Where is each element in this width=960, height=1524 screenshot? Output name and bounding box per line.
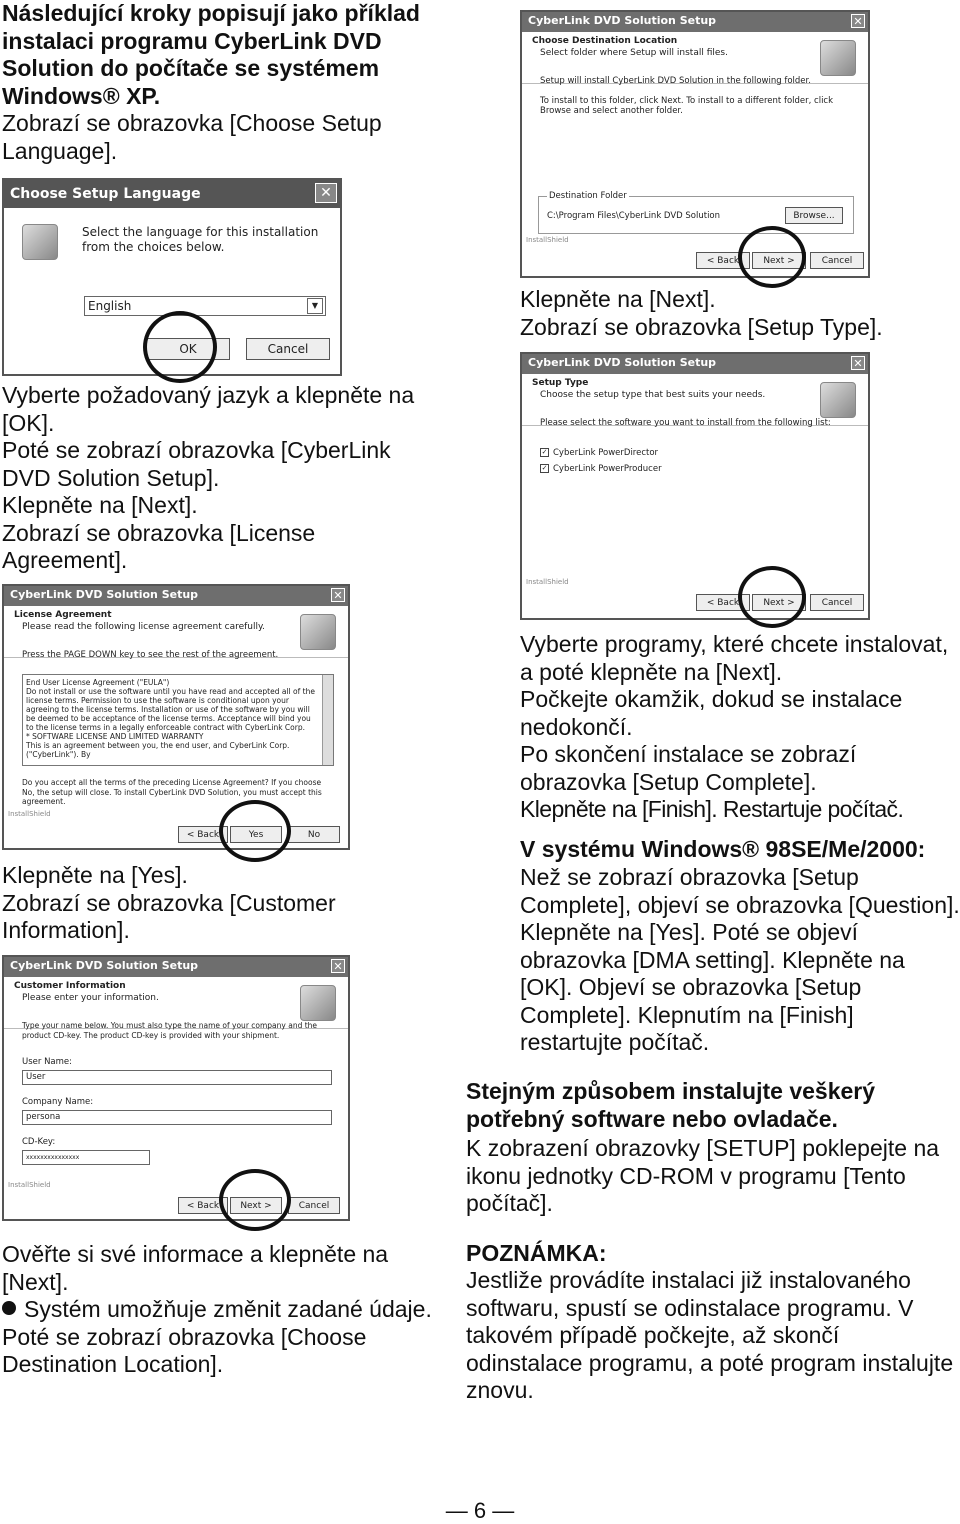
win98-body: Než se zobrazí obrazovka [Setup Complete], objeví se obrazovka [Question]. Klepněte na [Yes]. Poté se objeví obrazovka [DMA setting]. Klepněte na [OK]. Objeví se obrazovka [Setup Complete]. Klepnutím na [Finish] restartujte počítač. — [520, 864, 960, 1055]
scrollbar[interactable] — [322, 675, 333, 765]
intro-text: Zobrazí se obrazovka [Choose Setup Language]. — [2, 110, 382, 164]
install-all-bold: Stejným způsobem instalujte veškerý potřebný software nebo ovladače. — [466, 1078, 876, 1132]
dialog-title: Choose Setup Language ✕ — [4, 180, 340, 208]
step-language-3: Klepněte na [Next]. — [2, 492, 198, 518]
page-number: — 6 — — [445, 1498, 515, 1523]
checkbox-checked-icon[interactable]: ✓ — [541, 448, 548, 456]
dialog-title: CyberLink DVD Solution Setup ✕ — [4, 586, 348, 606]
intro-bold: Následující kroky popisují jako příklad instalaci programu CyberLink DVD Solution do počítače se systémem Windows® XP. — [2, 0, 420, 109]
installshield-label: InstallShield — [526, 578, 569, 586]
step-language-1: Vyberte požadovaný jazyk a klepněte na [OK]. — [2, 382, 415, 436]
dialog-header: Choose Destination Location Select folder where Setup will install files. — [522, 32, 868, 84]
page-down-hint: Press the PAGE DOWN key to see the rest of the agreement. — [22, 650, 279, 660]
option-powerproducer[interactable]: ✓ CyberLink PowerProducer — [541, 464, 662, 474]
highlight-circle-ok — [143, 311, 217, 383]
back-button[interactable]: < Back — [178, 826, 228, 843]
option-powerdirector[interactable]: ✓ CyberLink PowerDirector — [541, 448, 659, 458]
setup-icon — [22, 224, 58, 260]
company-name-label: Company Name: — [22, 1097, 94, 1107]
back-button[interactable]: < Back — [178, 1197, 228, 1214]
destination-folder-path: C:\Program Files\CyberLink DVD Solution — [547, 211, 721, 221]
destination-line1: Setup will install CyberLink DVD Solution in the following folder. — [540, 76, 811, 86]
highlight-circle-next — [219, 1169, 291, 1231]
license-agreement-dialog — [2, 584, 350, 850]
yes-button[interactable]: Yes — [230, 826, 282, 843]
step-language-4: Zobrazí se obrazovka [License Agreement]. — [2, 519, 316, 573]
highlight-circle-next — [738, 226, 806, 288]
setup-type-intro: Please select the software you want to install from the following list: — [540, 418, 831, 428]
license-text-box[interactable]: End User License Agreement ("EULA") Do not install or use the software until you have read and accepted all of the license terms. Permission to use the software is conditional upon your agreeing to the license terms. Installation or use of the software by you will be deemed to be acceptance of the license terms. Acceptance will bind you to the license terms in a legally enforceable contract with CyberLink Corp. * SOFTWARE LICENSE AND LIMITED WARRANTY This is an agreement between you, the end user, and CyberLink Corp. ("CyberLink"). By — [22, 674, 334, 766]
browse-button[interactable]: Browse... — [785, 207, 843, 224]
user-name-field[interactable]: User — [22, 1070, 332, 1085]
cancel-button[interactable]: Cancel — [810, 594, 864, 611]
destination-location-dialog — [520, 10, 870, 278]
step-language-2: Poté se zobrazí obrazovka [CyberLink DVD Solution Setup]. — [2, 437, 391, 491]
close-icon[interactable]: ✕ — [331, 959, 345, 973]
dialog-title: CyberLink DVD Solution Setup ✕ — [4, 957, 348, 977]
next-button[interactable]: Next > — [230, 1197, 282, 1214]
step-type-4: Klepněte na [Finish]. Restartuje počítač. — [520, 796, 904, 822]
step-destination-1: Klepněte na [Next]. — [520, 286, 716, 312]
ok-button[interactable]: OK — [146, 338, 230, 360]
cd-key-label: CD-Key: — [22, 1137, 56, 1147]
step-customer-1: Ověřte si své informace a klepněte na [Next]. — [2, 1241, 389, 1295]
cancel-button[interactable]: Cancel — [288, 1197, 340, 1214]
user-name-label: User Name: — [22, 1057, 73, 1067]
step-type-2: Počkejte okamžik, dokud se instalace nedokončí. — [520, 686, 903, 740]
customer-intro: Type your name below. You must also type the name of your company and the product CD-key. The product CD-key is provided with your shipment. — [22, 1021, 318, 1040]
customer-information-dialog — [2, 955, 350, 1221]
close-icon[interactable]: ✕ — [851, 356, 865, 370]
setup-icon — [820, 382, 856, 418]
step-license-1: Klepněte na [Yes]. — [2, 862, 188, 888]
installshield-label: InstallShield — [526, 236, 569, 244]
no-button[interactable]: No — [288, 826, 340, 843]
win98-heading: V systému Windows® 98SE/Me/2000: — [520, 836, 926, 862]
bullet-icon — [2, 1301, 16, 1315]
close-icon[interactable]: ✕ — [851, 14, 865, 28]
destination-line2: To install to this folder, click Next. To install to a different folder, click Browse and select another folder. — [540, 96, 834, 116]
cancel-button[interactable]: Cancel — [810, 252, 864, 269]
next-button[interactable]: Next > — [752, 252, 806, 269]
dialog-header: Customer Information Please enter your information. — [4, 977, 348, 1029]
step-customer-bullet: Systém umožňuje změnit zadané údaje. — [2, 1296, 442, 1324]
next-button[interactable]: Next > — [752, 594, 806, 611]
installshield-label: InstallShield — [8, 1181, 51, 1189]
destination-folder-label: Destination Folder — [549, 191, 627, 201]
language-message: Select the language for this installation from the choices below. — [82, 225, 319, 254]
setup-icon — [300, 985, 336, 1021]
setup-screen-text: K zobrazení obrazovky [SETUP] poklepejte na ikonu jednotky CD-ROM v programu [Tento počítač]. — [466, 1135, 940, 1216]
cancel-button[interactable]: Cancel — [246, 338, 330, 360]
back-button[interactable]: < Back — [696, 252, 750, 269]
setup-icon — [820, 40, 856, 76]
step-destination-2: Zobrazí se obrazovka [Setup Type]. — [520, 313, 883, 340]
close-icon[interactable]: ✕ — [315, 183, 337, 203]
chevron-down-icon[interactable]: ▼ — [307, 298, 323, 314]
language-select[interactable]: English ▼ — [84, 296, 326, 316]
note-text: Jestliže provádíte instalaci již instalovaného softwaru, spustí se odinstalace programu. V takovém případě počkejte, až skončí odinstalace programu, a poté program instalujte znovu. — [466, 1267, 954, 1403]
highlight-circle-next — [738, 566, 806, 628]
checkbox-checked-icon[interactable]: ✓ — [541, 464, 548, 472]
back-button[interactable]: < Back — [696, 594, 750, 611]
destination-folder-group — [538, 191, 854, 234]
close-icon[interactable]: ✕ — [331, 588, 345, 602]
step-type-1: Vyberte programy, které chcete instalovat, a poté klepněte na [Next]. — [520, 631, 949, 685]
cd-key-field[interactable]: xxxxxxxxxxxxxxx — [22, 1150, 150, 1165]
highlight-circle-yes — [219, 800, 291, 862]
company-name-field[interactable]: persona — [22, 1110, 332, 1125]
dialog-header: License Agreement Please read the following license agreement carefully. — [4, 606, 348, 658]
dialog-title: CyberLink DVD Solution Setup ✕ — [522, 12, 868, 32]
setup-type-dialog — [520, 352, 870, 620]
setup-icon — [300, 614, 336, 650]
dialog-title: CyberLink DVD Solution Setup ✕ — [522, 354, 868, 374]
dialog-header: Setup Type Choose the setup type that best suits your needs. — [522, 374, 868, 426]
step-type-3: Po skončení instalace se zobrazí obrazovka [Setup Complete]. — [520, 741, 857, 795]
accept-question: Do you accept all the terms of the preceding License Agreement? If you choose No, the setup will close. To install CyberLink DVD Solution, you must accept this agreement. — [22, 778, 322, 806]
step-license-2: Zobrazí se obrazovka [Customer Information]. — [2, 889, 336, 943]
note-heading: POZNÁMKA: — [466, 1240, 607, 1266]
installshield-label: InstallShield — [8, 810, 51, 818]
step-customer-2: Poté se zobrazí obrazovka [Choose Destination Location]. — [2, 1323, 367, 1377]
